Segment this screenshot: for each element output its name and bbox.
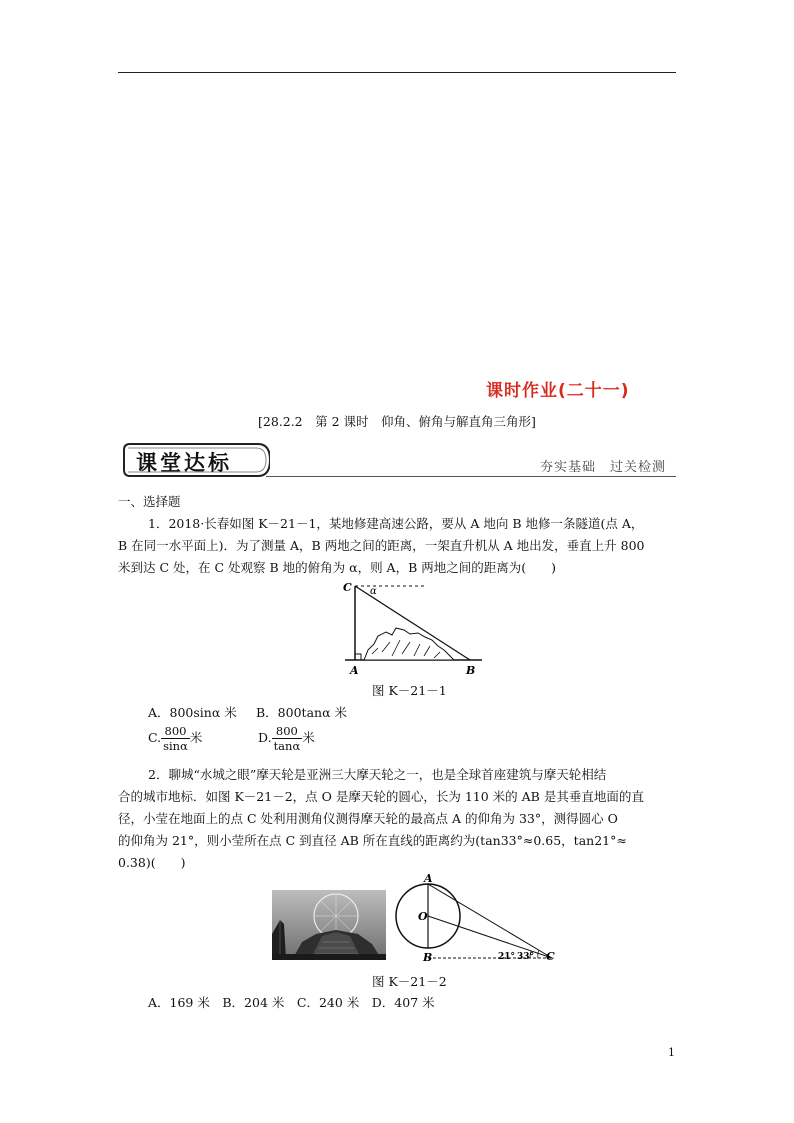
q2-line-2: 合的城市地标．如图 K－21－2，点 O 是摩天轮的圆心，长为 110 米的 AB 是其垂直地面的直: [118, 789, 644, 804]
fig2-angle-33: 33°: [517, 952, 535, 962]
q1-option-c-prefix: C.: [148, 730, 162, 745]
page-subtitle: [28.2.2 第 2 课时 仰角、俯角与解直角三角形]: [258, 414, 536, 429]
page-number: 1: [668, 1046, 675, 1059]
header-rule: [118, 72, 676, 73]
q1-option-d-numerator: 800: [272, 724, 303, 739]
q2-line-5: 0.38)( ): [118, 855, 186, 870]
q1-option-d-unit: 米: [302, 730, 315, 745]
q1-option-d-denominator: tanα: [273, 739, 301, 753]
fig1-label-a: A: [350, 664, 359, 677]
page-title: 课时作业(二十一): [486, 381, 630, 401]
fig2-angle-21: 21°: [498, 952, 516, 962]
q1-option-c-unit: 米: [189, 730, 203, 745]
fig2-label-c: C: [546, 950, 555, 963]
figure-k21-1: [330, 580, 490, 680]
q1-option-c-numerator: 800: [161, 724, 190, 739]
fig1-caption: 图 K－21－1: [372, 683, 447, 698]
q2-options: A．169 米 B．204 米 C．240 米 D．407 米: [148, 995, 435, 1010]
q1-option-d-prefix: D.: [258, 730, 272, 745]
fig2-label-o: O: [418, 910, 428, 923]
q1-line-1: 1．2018·长春如图 K－21－1，某地修建高速公路，要从 A 地向 B 地修一条隧道(点 A，: [148, 516, 644, 531]
q2-line-4: 的仰角为 21°，则小莹所在点 C 到直径 AB 所在直线的距离约为(tan33°≈0.65，tan21°≈: [118, 833, 627, 848]
banner-label: 课堂达标: [136, 451, 232, 475]
fig1-label-alpha: α: [370, 586, 377, 597]
figure-k21-2: [390, 870, 560, 966]
section-banner: [118, 440, 676, 482]
fig1-label-b: B: [466, 664, 476, 677]
q1-option-c-denominator: sinα: [163, 739, 188, 753]
banner-slogan: 夯实基础 过关检测: [539, 460, 666, 475]
q2-line-1: 2．聊城“水城之眼”摩天轮是亚洲三大摩天轮之一，也是全球首座建筑与摩天轮相结: [148, 767, 607, 782]
q1-option-c-fraction: [161, 724, 190, 753]
ferris-wheel-photo: [272, 890, 386, 960]
banner-divider: [266, 476, 676, 477]
q1-line-2: B 在同一水平面上)．为了测量 A，B 两地之间的距离，一架直升机从 A 地出发，垂直上升 800: [118, 538, 645, 553]
q1-option-b: B．800tanα 米: [256, 705, 347, 720]
q2-line-3: 径，小莹在地面上的点 C 处利用测角仪测得摩天轮的最高点 A 的仰角为 33°，测得圆心 O: [118, 811, 618, 826]
fig2-label-a: A: [424, 872, 433, 885]
q1-option-a: A．800sinα 米: [148, 705, 237, 720]
q1-option-c: [148, 724, 202, 753]
fig2-label-b: B: [423, 951, 433, 964]
fig2-caption: 图 K－21－2: [372, 974, 447, 989]
section-heading: 一、选择题: [118, 494, 181, 509]
q1-option-d-fraction: [272, 724, 303, 753]
q1-line-3: 米到达 C 处，在 C 处观察 B 地的俯角为 α，则 A，B 两地之间的距离为( ): [118, 560, 556, 575]
q1-option-d: [258, 724, 315, 753]
fig1-label-c: C: [343, 581, 352, 594]
